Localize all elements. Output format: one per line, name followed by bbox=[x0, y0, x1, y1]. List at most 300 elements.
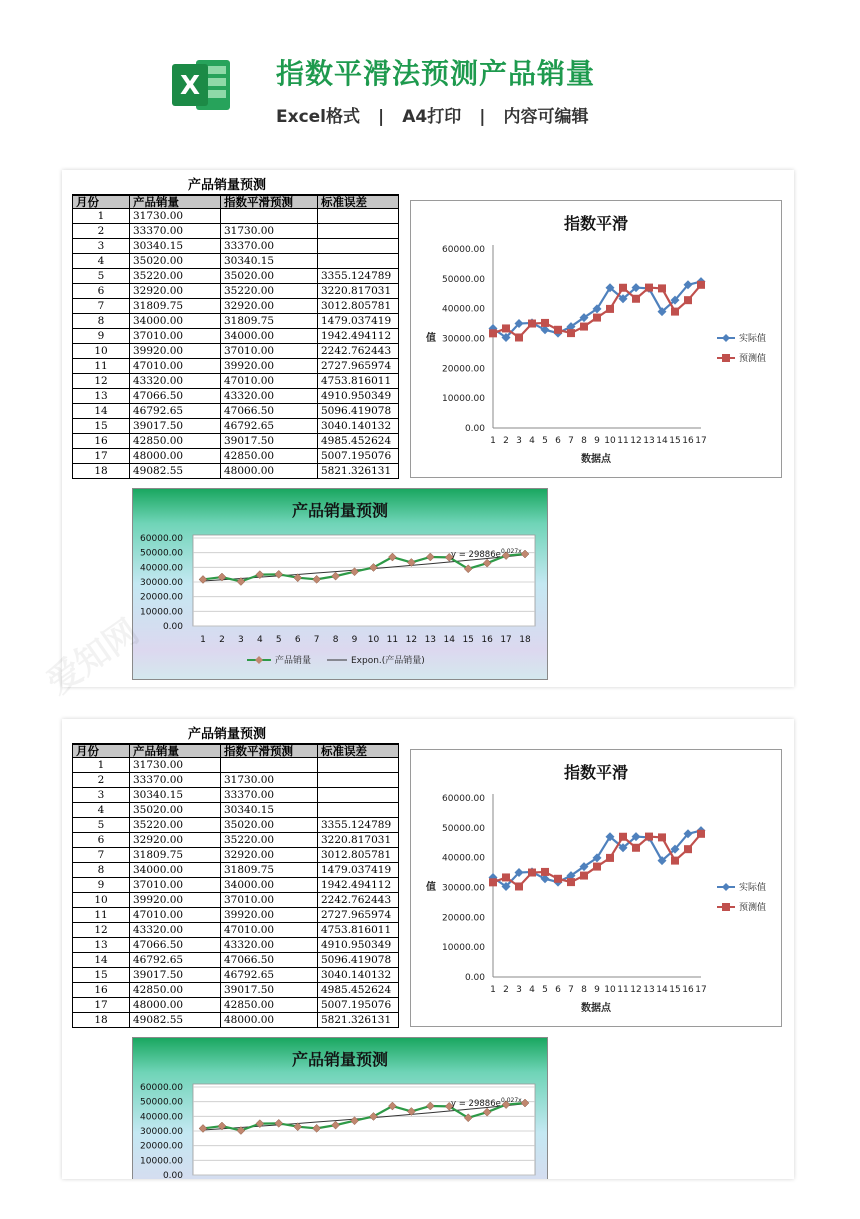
x-tick-label: 12 bbox=[630, 436, 642, 446]
legend-marker bbox=[722, 903, 730, 911]
table-row bbox=[73, 209, 399, 224]
table-cell: 3220.817031 bbox=[318, 833, 399, 848]
table-cell: 33370.00 bbox=[221, 788, 318, 803]
column-header: 产品销量 bbox=[130, 195, 221, 209]
table-cell: 8 bbox=[73, 863, 130, 878]
table-cell: 5007.195076 bbox=[318, 998, 399, 1013]
table-cell: 30340.15 bbox=[130, 788, 221, 803]
y-tick-label: 10000.00 bbox=[442, 394, 485, 405]
excel-logo-icon bbox=[172, 54, 234, 116]
table-row bbox=[73, 968, 399, 983]
table-cell: 10 bbox=[73, 893, 130, 908]
data-point bbox=[554, 326, 562, 334]
y-tick-label: 20000.00 bbox=[140, 592, 183, 603]
table-cell: 47010.00 bbox=[130, 359, 221, 374]
table-cell: 34000.00 bbox=[130, 863, 221, 878]
trend-equation: y = 29886e bbox=[451, 550, 501, 560]
x-tick-label: 1 bbox=[200, 635, 206, 645]
table-row bbox=[73, 239, 399, 254]
table-cell: 9 bbox=[73, 878, 130, 893]
x-tick-label: 2 bbox=[503, 985, 509, 995]
print-label: A4打印 bbox=[402, 107, 462, 127]
table-cell bbox=[318, 773, 399, 788]
y-tick-label: 0.00 bbox=[162, 1171, 183, 1181]
table-cell: 48000.00 bbox=[130, 449, 221, 464]
table-cell: 30340.15 bbox=[221, 254, 318, 269]
table-row bbox=[73, 983, 399, 998]
table-row bbox=[73, 938, 399, 953]
table-cell: 43320.00 bbox=[130, 923, 221, 938]
table-cell: 39017.50 bbox=[221, 434, 318, 449]
x-tick-label: 14 bbox=[656, 436, 668, 446]
x-tick-label: 1 bbox=[490, 436, 496, 446]
sales-table bbox=[72, 194, 399, 479]
table-cell: 42850.00 bbox=[130, 983, 221, 998]
x-tick-label: 10 bbox=[367, 635, 380, 645]
table-cell: 35220.00 bbox=[130, 269, 221, 284]
table-cell: 10 bbox=[73, 344, 130, 359]
y-tick-label: 40000.00 bbox=[140, 1112, 183, 1123]
y-tick-label: 40000.00 bbox=[442, 853, 485, 864]
table-cell: 13 bbox=[73, 389, 130, 404]
y-tick-label: 30000.00 bbox=[442, 334, 485, 345]
table-cell: 7 bbox=[73, 299, 130, 314]
table-cell: 2727.965974 bbox=[318, 908, 399, 923]
legend-marker bbox=[722, 883, 730, 891]
table-cell: 35220.00 bbox=[221, 833, 318, 848]
x-tick-label: 4 bbox=[256, 635, 263, 645]
table-cell: 17 bbox=[73, 449, 130, 464]
table-cell: 30340.15 bbox=[221, 803, 318, 818]
table-cell: 3040.140132 bbox=[318, 968, 399, 983]
y-tick-label: 50000.00 bbox=[140, 1097, 183, 1108]
table-cell: 35020.00 bbox=[130, 803, 221, 818]
table-cell: 5 bbox=[73, 269, 130, 284]
table-row bbox=[73, 449, 399, 464]
x-axis-label: 数据点 bbox=[581, 1003, 611, 1014]
data-point bbox=[697, 281, 705, 289]
y-tick-label: 40000.00 bbox=[140, 563, 183, 574]
table-cell: 3 bbox=[73, 239, 130, 254]
table-cell: 39017.50 bbox=[130, 419, 221, 434]
x-tick-label: 10 bbox=[604, 436, 616, 446]
table-cell: 3040.140132 bbox=[318, 419, 399, 434]
chart-title: 指数平滑 bbox=[563, 763, 629, 782]
table-cell: 33370.00 bbox=[130, 224, 221, 239]
table-cell: 33370.00 bbox=[130, 773, 221, 788]
table-row bbox=[73, 803, 399, 818]
table-cell: 43320.00 bbox=[221, 938, 318, 953]
data-point bbox=[554, 875, 562, 883]
legend-label: Expon.(产品销量) bbox=[351, 656, 425, 666]
table-cell: 4910.950349 bbox=[318, 938, 399, 953]
data-point bbox=[606, 305, 614, 313]
x-tick-label: 2 bbox=[503, 436, 509, 446]
legend-marker bbox=[255, 656, 263, 664]
table-cell: 3220.817031 bbox=[318, 284, 399, 299]
table-cell: 18 bbox=[73, 464, 130, 479]
y-tick-label: 50000.00 bbox=[442, 274, 485, 285]
table-cell: 47066.50 bbox=[221, 953, 318, 968]
table-cell: 37010.00 bbox=[130, 878, 221, 893]
legend-marker bbox=[722, 354, 730, 362]
page-header bbox=[0, 0, 860, 150]
table-cell: 46792.65 bbox=[221, 968, 318, 983]
y-tick-label: 0.00 bbox=[464, 424, 485, 434]
table-cell: 47066.50 bbox=[130, 938, 221, 953]
x-tick-label: 6 bbox=[555, 985, 561, 995]
column-header: 标准误差 bbox=[318, 195, 399, 209]
legend-label: 实际值 bbox=[739, 883, 767, 893]
x-tick-label: 18 bbox=[519, 635, 531, 645]
y-tick-label: 20000.00 bbox=[140, 1141, 183, 1152]
y-tick-label: 30000.00 bbox=[442, 883, 485, 894]
table-cell bbox=[318, 803, 399, 818]
table-cell: 31730.00 bbox=[221, 224, 318, 239]
x-tick-label: 16 bbox=[481, 635, 493, 645]
x-tick-label: 9 bbox=[594, 436, 600, 446]
table-cell: 3355.124789 bbox=[318, 818, 399, 833]
smoothing-chart bbox=[410, 749, 782, 1027]
y-tick-label: 20000.00 bbox=[442, 913, 485, 924]
data-point bbox=[541, 868, 549, 876]
table-cell bbox=[318, 239, 399, 254]
x-tick-label: 16 bbox=[682, 436, 694, 446]
format-label: Excel格式 bbox=[276, 107, 361, 127]
sheet-preview bbox=[62, 719, 794, 1215]
y-tick-label: 30000.00 bbox=[140, 578, 183, 588]
table-cell: 3012.805781 bbox=[318, 848, 399, 863]
x-tick-label: 7 bbox=[568, 436, 574, 446]
x-tick-label: 8 bbox=[581, 985, 587, 995]
y-tick-label: 30000.00 bbox=[140, 1127, 183, 1137]
table-cell: 49082.55 bbox=[130, 464, 221, 479]
table-cell: 39920.00 bbox=[221, 359, 318, 374]
legend-label: 实际值 bbox=[739, 334, 767, 344]
table-cell: 42850.00 bbox=[221, 998, 318, 1013]
table-cell: 31730.00 bbox=[130, 209, 221, 224]
table-cell: 49082.55 bbox=[130, 1013, 221, 1028]
table-cell: 5096.419078 bbox=[318, 404, 399, 419]
table-cell: 15 bbox=[73, 419, 130, 434]
legend-label: 预测值 bbox=[739, 354, 767, 364]
y-tick-label: 60000.00 bbox=[442, 794, 485, 804]
table-cell: 2727.965974 bbox=[318, 359, 399, 374]
table-cell: 5821.326131 bbox=[318, 1013, 399, 1028]
y-tick-label: 0.00 bbox=[464, 973, 485, 983]
table-cell: 37010.00 bbox=[221, 893, 318, 908]
table-cell: 15 bbox=[73, 968, 130, 983]
svg-text:X: X bbox=[179, 71, 201, 101]
sales-forecast-chart-svg bbox=[133, 489, 547, 679]
x-tick-label: 2 bbox=[219, 635, 225, 645]
table-cell bbox=[318, 224, 399, 239]
table-cell: 3355.124789 bbox=[318, 269, 399, 284]
table-cell: 42850.00 bbox=[221, 449, 318, 464]
table-cell: 47066.50 bbox=[221, 404, 318, 419]
x-tick-label: 17 bbox=[500, 635, 512, 645]
table-cell: 16 bbox=[73, 434, 130, 449]
table-row bbox=[73, 908, 399, 923]
table-cell: 48000.00 bbox=[221, 1013, 318, 1028]
table-cell: 47066.50 bbox=[130, 389, 221, 404]
table-row bbox=[73, 389, 399, 404]
table-row bbox=[73, 464, 399, 479]
y-tick-label: 60000.00 bbox=[442, 245, 485, 255]
table-cell: 1479.037419 bbox=[318, 314, 399, 329]
column-header: 月份 bbox=[73, 195, 130, 209]
y-axis-label: 值 bbox=[426, 882, 436, 893]
table-cell: 2242.762443 bbox=[318, 344, 399, 359]
separator: | bbox=[479, 107, 486, 127]
x-tick-label: 13 bbox=[424, 635, 437, 645]
table-cell: 43320.00 bbox=[130, 374, 221, 389]
table-cell: 37010.00 bbox=[130, 329, 221, 344]
table-cell bbox=[318, 209, 399, 224]
data-point bbox=[658, 284, 666, 292]
table-title: 产品销量预测 bbox=[188, 178, 267, 193]
table-row bbox=[73, 404, 399, 419]
table-row bbox=[73, 284, 399, 299]
data-point bbox=[658, 833, 666, 841]
smoothing-chart bbox=[410, 200, 782, 478]
chart-title: 产品销量预测 bbox=[291, 1050, 389, 1069]
x-tick-label: 4 bbox=[529, 985, 535, 995]
table-cell: 39920.00 bbox=[130, 893, 221, 908]
table-cell bbox=[221, 758, 318, 773]
table-cell: 12 bbox=[73, 374, 130, 389]
table-cell: 18 bbox=[73, 1013, 130, 1028]
x-tick-label: 5 bbox=[542, 985, 548, 995]
x-tick-label: 14 bbox=[443, 635, 455, 645]
table-cell: 5821.326131 bbox=[318, 464, 399, 479]
x-tick-label: 17 bbox=[695, 985, 707, 995]
table-row bbox=[73, 374, 399, 389]
table-cell: 31809.75 bbox=[221, 314, 318, 329]
table-row bbox=[73, 299, 399, 314]
table-cell: 39017.50 bbox=[130, 968, 221, 983]
table-cell: 31809.75 bbox=[221, 863, 318, 878]
y-axis-label: 值 bbox=[426, 333, 436, 344]
table-cell: 39920.00 bbox=[130, 344, 221, 359]
edit-label: 内容可编辑 bbox=[503, 107, 589, 127]
table-cell: 4753.816011 bbox=[318, 923, 399, 938]
table-cell: 46792.65 bbox=[130, 404, 221, 419]
smoothing-chart-svg bbox=[411, 201, 781, 477]
x-tick-label: 12 bbox=[405, 635, 418, 645]
x-tick-label: 16 bbox=[682, 985, 694, 995]
data-point bbox=[567, 329, 575, 337]
page-title: 指数平滑法预测产品销量 bbox=[276, 57, 596, 90]
x-tick-label: 7 bbox=[568, 985, 574, 995]
table-cell: 46792.65 bbox=[221, 419, 318, 434]
table-cell: 5 bbox=[73, 818, 130, 833]
x-tick-label: 17 bbox=[695, 436, 707, 446]
x-tick-label: 13 bbox=[643, 985, 655, 995]
table-cell: 4 bbox=[73, 254, 130, 269]
legend-label: 预测值 bbox=[739, 903, 767, 913]
table-row bbox=[73, 254, 399, 269]
table-cell bbox=[318, 758, 399, 773]
data-point bbox=[580, 872, 588, 880]
x-tick-label: 5 bbox=[275, 635, 282, 645]
sales-forecast-chart bbox=[132, 488, 548, 680]
table-title: 产品销量预测 bbox=[188, 727, 267, 742]
sales-forecast-chart bbox=[132, 1037, 548, 1215]
y-tick-label: 60000.00 bbox=[140, 1083, 183, 1093]
table-cell: 1479.037419 bbox=[318, 863, 399, 878]
data-point bbox=[515, 333, 523, 341]
chart-title: 指数平滑 bbox=[563, 214, 629, 233]
table-cell: 35020.00 bbox=[130, 254, 221, 269]
x-tick-label: 9 bbox=[594, 985, 600, 995]
x-tick-label: 7 bbox=[313, 635, 320, 645]
x-tick-label: 1 bbox=[490, 985, 496, 995]
table-row bbox=[73, 953, 399, 968]
x-tick-label: 15 bbox=[669, 985, 681, 995]
table-cell bbox=[221, 209, 318, 224]
data-point bbox=[632, 844, 640, 852]
table-cell: 39017.50 bbox=[221, 983, 318, 998]
data-point bbox=[593, 314, 601, 322]
y-tick-label: 0.00 bbox=[162, 622, 183, 632]
x-axis-label: 数据点 bbox=[581, 454, 611, 465]
data-point bbox=[645, 284, 653, 292]
table-cell: 4 bbox=[73, 803, 130, 818]
x-tick-label: 10 bbox=[604, 985, 616, 995]
data-point bbox=[632, 295, 640, 303]
table-cell: 35020.00 bbox=[221, 269, 318, 284]
table-cell: 33370.00 bbox=[221, 239, 318, 254]
data-point bbox=[528, 869, 536, 877]
x-tick-label: 9 bbox=[351, 635, 358, 645]
x-tick-label: 6 bbox=[294, 635, 301, 645]
table-cell: 35220.00 bbox=[221, 284, 318, 299]
data-point bbox=[541, 319, 549, 327]
y-tick-label: 40000.00 bbox=[442, 304, 485, 315]
table-cell: 1942.494112 bbox=[318, 329, 399, 344]
y-tick-label: 60000.00 bbox=[140, 534, 183, 544]
table-cell: 2 bbox=[73, 773, 130, 788]
table-cell: 48000.00 bbox=[221, 464, 318, 479]
y-tick-label: 50000.00 bbox=[140, 548, 183, 559]
table-cell: 1 bbox=[73, 209, 130, 224]
table-row bbox=[73, 863, 399, 878]
table-cell: 32920.00 bbox=[130, 833, 221, 848]
table-cell: 11 bbox=[73, 908, 130, 923]
chart-title: 产品销量预测 bbox=[291, 501, 389, 520]
x-tick-label: 3 bbox=[516, 985, 522, 995]
data-point bbox=[606, 854, 614, 862]
table-cell: 32920.00 bbox=[130, 284, 221, 299]
data-point bbox=[502, 873, 510, 881]
data-point bbox=[489, 329, 497, 337]
table-row bbox=[73, 923, 399, 938]
table-row bbox=[73, 848, 399, 863]
column-header: 标准误差 bbox=[318, 744, 399, 758]
table-cell: 47010.00 bbox=[130, 908, 221, 923]
x-tick-label: 11 bbox=[617, 985, 629, 995]
table-cell: 35220.00 bbox=[130, 818, 221, 833]
table-row bbox=[73, 434, 399, 449]
smoothing-chart-svg bbox=[411, 750, 781, 1026]
table-cell: 14 bbox=[73, 953, 130, 968]
watermark: 爱知网 bbox=[39, 611, 147, 704]
column-header: 指数平滑预测 bbox=[221, 744, 318, 758]
table-cell: 39920.00 bbox=[221, 908, 318, 923]
data-point bbox=[684, 296, 692, 304]
table-cell: 6 bbox=[73, 833, 130, 848]
table-cell: 3012.805781 bbox=[318, 299, 399, 314]
table-cell: 12 bbox=[73, 923, 130, 938]
table-cell: 4753.816011 bbox=[318, 374, 399, 389]
table-cell: 34000.00 bbox=[221, 329, 318, 344]
table-cell: 8 bbox=[73, 314, 130, 329]
trend-exponent: 0.027x bbox=[501, 548, 522, 555]
table-row bbox=[73, 224, 399, 239]
trend-equation: y = 29886e bbox=[451, 1099, 501, 1109]
x-tick-label: 15 bbox=[462, 635, 474, 645]
table-cell: 5007.195076 bbox=[318, 449, 399, 464]
table-row bbox=[73, 998, 399, 1013]
table-cell: 16 bbox=[73, 983, 130, 998]
table-cell: 37010.00 bbox=[221, 344, 318, 359]
data-point bbox=[567, 878, 575, 886]
x-tick-label: 12 bbox=[630, 985, 642, 995]
table-row bbox=[73, 758, 399, 773]
y-tick-label: 50000.00 bbox=[442, 823, 485, 834]
y-tick-label: 10000.00 bbox=[140, 1156, 183, 1167]
y-tick-label: 10000.00 bbox=[140, 607, 183, 618]
table-row bbox=[73, 329, 399, 344]
y-tick-label: 20000.00 bbox=[442, 364, 485, 375]
table-cell: 6 bbox=[73, 284, 130, 299]
separator: | bbox=[378, 107, 385, 127]
table-row bbox=[73, 878, 399, 893]
table-row bbox=[73, 788, 399, 803]
table-cell: 17 bbox=[73, 998, 130, 1013]
page-subtitle bbox=[276, 102, 588, 127]
table-cell: 47010.00 bbox=[221, 374, 318, 389]
legend-label: 产品销量 bbox=[275, 656, 312, 666]
data-point bbox=[619, 284, 627, 292]
table-cell: 2 bbox=[73, 224, 130, 239]
sales-table bbox=[72, 743, 399, 1028]
table-cell: 31730.00 bbox=[130, 758, 221, 773]
x-tick-label: 6 bbox=[555, 436, 561, 446]
x-tick-label: 11 bbox=[617, 436, 629, 446]
table-header-row bbox=[73, 195, 399, 209]
table-cell: 1 bbox=[73, 758, 130, 773]
data-point bbox=[502, 324, 510, 332]
y-tick-label: 10000.00 bbox=[442, 943, 485, 954]
trend-exponent: 0.027x bbox=[501, 1097, 522, 1104]
table-cell: 30340.15 bbox=[130, 239, 221, 254]
table-cell: 5096.419078 bbox=[318, 953, 399, 968]
x-tick-label: 8 bbox=[581, 436, 587, 446]
data-point bbox=[671, 857, 679, 865]
x-tick-label: 5 bbox=[542, 436, 548, 446]
table-cell: 43320.00 bbox=[221, 389, 318, 404]
column-header: 产品销量 bbox=[130, 744, 221, 758]
data-point bbox=[619, 833, 627, 841]
table-row bbox=[73, 419, 399, 434]
table-cell: 4910.950349 bbox=[318, 389, 399, 404]
table-cell: 7 bbox=[73, 848, 130, 863]
x-tick-label: 3 bbox=[238, 635, 244, 645]
table-cell: 14 bbox=[73, 404, 130, 419]
x-tick-label: 11 bbox=[386, 635, 399, 645]
